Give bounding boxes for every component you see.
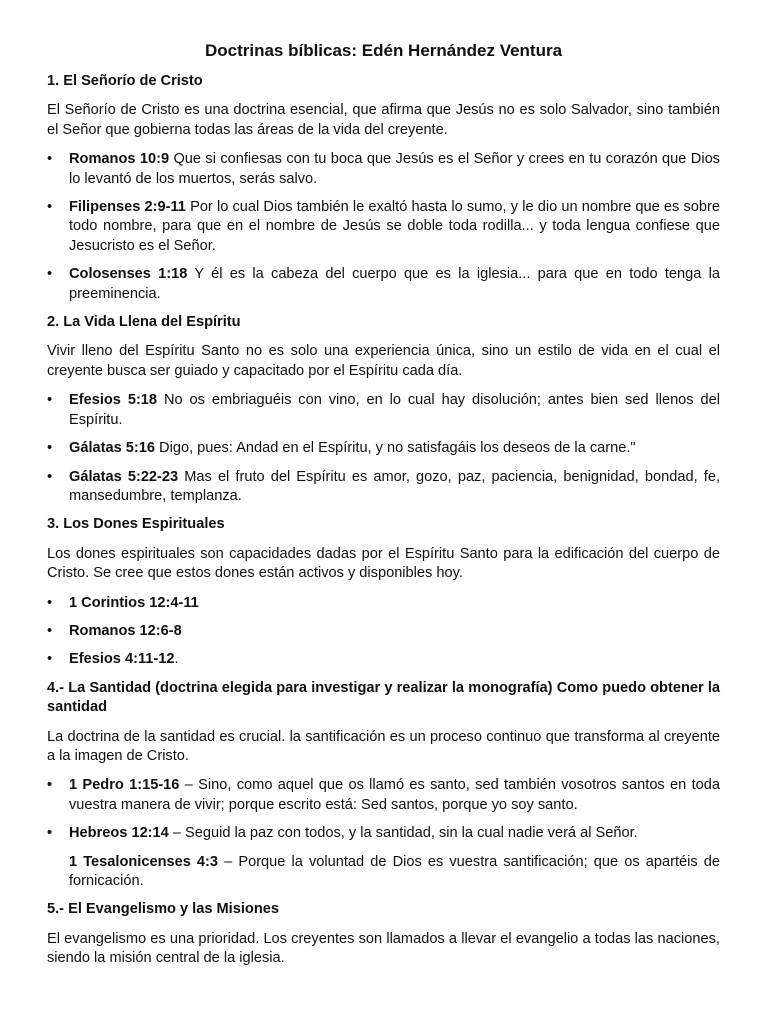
- section-heading: 1. El Señorío de Cristo: [47, 73, 203, 89]
- section-heading: 3. Los Dones Espirituales: [47, 516, 225, 533]
- document-title: Doctrinas bíblicas: Edén Hernández Ventura: [204, 41, 563, 60]
- list-item: [47, 622, 720, 641]
- verse-text: Digo, pues: Andad en el Espíritu, y no satisfagáis los deseos de la carne.": [155, 440, 636, 457]
- bullet-icon: •: [47, 392, 53, 409]
- verse-text: – Porque la voluntad de Dios es vuestra santificación; que os apartéis de fornicación.: [69, 853, 720, 889]
- verse-text: – Seguid la paz con todos, y la santidad, sin la cual nadie verá al Señor.: [168, 825, 638, 842]
- verse-text: Por lo cual Dios también le exaltó hasta lo sumo, y le dio un nombre que es sobre todo nombre, para que en el nombre de Jesús se doble toda rodilla... y toda lengua confiese que Jesucristo es el Señor.: [69, 199, 720, 254]
- section-heading: 5.- El Evangelismo y las Misiones: [47, 901, 279, 918]
- verse-list: [47, 391, 720, 506]
- bullet-icon: •: [47, 594, 53, 611]
- verse-list: [47, 776, 720, 843]
- verse-ref: Efesios 4:11-12: [69, 651, 175, 668]
- indented-verse: [47, 853, 720, 892]
- section-heading: 2. La Vida Llena del Espíritu: [47, 314, 241, 331]
- verse-ref: 1 Pedro 1:15-16: [69, 777, 180, 794]
- bullet-icon: •: [47, 825, 53, 842]
- bullet-icon: •: [47, 651, 53, 668]
- section-intro: La doctrina de la santidad es crucial. la santificación es un proceso continuo que transforma al creyente a la imagen de Cristo.: [47, 728, 720, 764]
- verse-text: No os embriaguéis con vino, en lo cual hay disolución; antes bien sed llenos del Espíritu.: [69, 392, 720, 428]
- bullet-icon: •: [47, 440, 53, 457]
- verse-text: Y él es la cabeza del cuerpo que es la iglesia... para que en todo tenga la preeminencia.: [69, 266, 720, 302]
- list-item: [47, 776, 720, 815]
- section-intro: Los dones espirituales son capacidades dadas por el Espíritu Santo para la edificación del cuerpo de Cristo. Se cree que estos dones están activos y disponibles hoy.: [47, 545, 720, 582]
- list-item: [47, 439, 720, 458]
- verse-ref: Colosenses 1:18: [69, 266, 188, 283]
- list-item: [47, 150, 720, 189]
- verse-list: [47, 150, 720, 304]
- section-intro: El evangelismo es una prioridad. Los creyentes son llamados a llevar el evangelio a todas las naciones, siendo la misión central de la iglesia.: [47, 930, 720, 967]
- verse-text: – Sino, como aquel que os llamó es santo, sed también vosotros santos en toda vuestra manera de vivir; porque escrito está: Sed santos, porque yo soy santo.: [69, 777, 720, 813]
- verse-ref: Efesios 5:18: [69, 392, 158, 409]
- section-heading: 4.- La Santidad (doctrina elegida para investigar y realizar la monografía) Como puedo obtener la santidad: [47, 679, 720, 716]
- verse-ref: Romanos 10:9: [69, 151, 170, 168]
- bullet-icon: •: [47, 151, 53, 168]
- verse-text: .: [174, 651, 179, 668]
- section-intro: Vivir lleno del Espíritu Santo no es solo una experiencia única, sino un estilo de vida en el cual el creyente busca ser guiado y capacitado por el Espíritu cada día.: [47, 343, 720, 379]
- verse-ref: Romanos 12:6-8: [69, 622, 182, 639]
- bullet-icon: •: [47, 622, 53, 639]
- verse-ref: Hebreos 12:14: [69, 825, 169, 842]
- verse-text: Mas el fruto del Espíritu es amor, gozo, paz, paciencia, benignidad, bondad, fe, mansedumbre, templanza.: [69, 468, 721, 504]
- verse-ref: Gálatas 5:16: [69, 440, 155, 457]
- list-item: [47, 650, 720, 669]
- list-item: [47, 265, 720, 304]
- list-item: [47, 198, 720, 256]
- list-item: [47, 391, 720, 430]
- list-item: [47, 824, 720, 843]
- section-intro: El Señorío de Cristo es una doctrina esencial, que afirma que Jesús no es solo Salvador, sino también el Señor que gobierna todas las áreas de la vida del creyente.: [47, 102, 720, 138]
- verse-ref: Filipenses 2:9-11: [69, 199, 186, 216]
- bullet-icon: •: [47, 777, 53, 794]
- verse-list: [47, 594, 720, 670]
- bullet-icon: •: [47, 199, 53, 216]
- list-item: [47, 468, 720, 507]
- bullet-icon: •: [47, 468, 53, 485]
- bullet-icon: •: [47, 266, 53, 283]
- list-item: [47, 594, 720, 613]
- verse-ref: Gálatas 5:22-23: [69, 468, 179, 485]
- verse-ref: 1 Tesalonicenses 4:3: [69, 853, 219, 870]
- verse-text: Que si confiesas con tu boca que Jesús es el Señor y crees en tu corazón que Dios lo levantó de los muertos, serás salvo.: [69, 151, 720, 187]
- verse-ref: 1 Corintios 12:4-11: [69, 594, 199, 611]
